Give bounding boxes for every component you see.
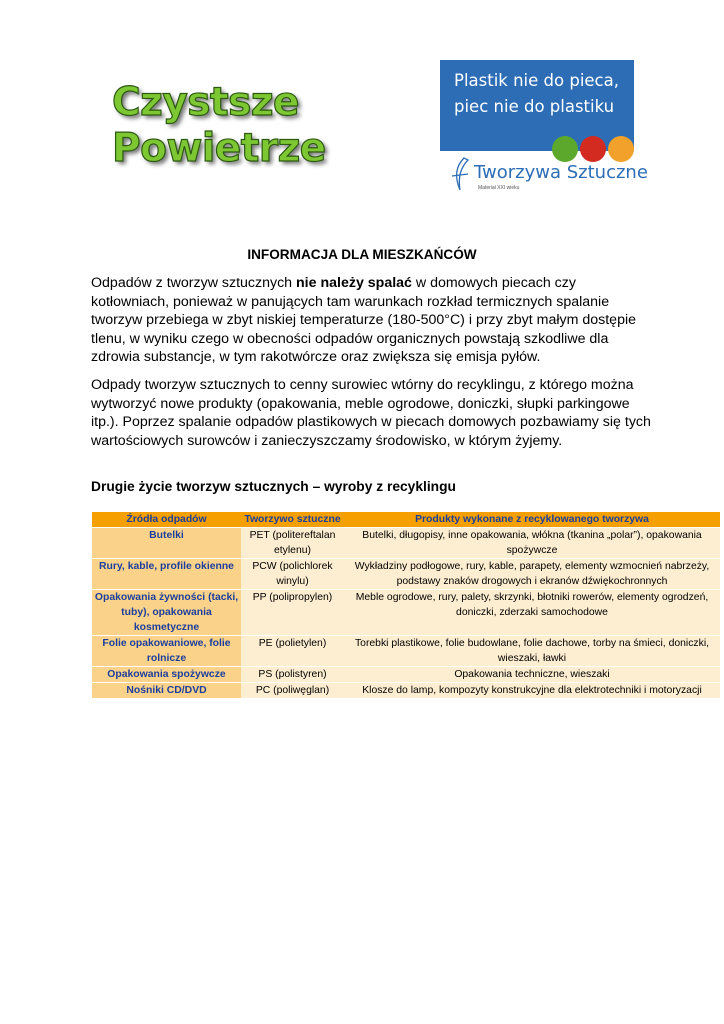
header-material: Tworzywo sztuczne	[241, 512, 344, 528]
orange-dot-icon	[608, 136, 634, 162]
cell-source: Opakowania żywności (tacki, tuby), opakowania kosmetyczne	[92, 590, 241, 636]
cell-products: Meble ogrodowe, rury, palety, skrzynki, błotniki rowerów, elementy ogrodzeń, doniczki, zderzaki samochodowe	[344, 590, 720, 636]
cell-source: Butelki	[92, 528, 241, 559]
cell-material: PET (politereftalan etylenu)	[241, 528, 344, 559]
paragraph-1	[91, 274, 651, 367]
cell-products: Klosze do lamp, kompozyty konstrukcyjne dla elektrotechniki i motoryzacji	[344, 683, 720, 699]
section-heading: Drugie życie tworzyw sztucznych – wyroby z recyklingu	[91, 479, 456, 494]
cell-material: PP (polipropylen)	[241, 590, 344, 636]
red-dot-icon	[580, 136, 606, 162]
cell-material: PCW (polichlorek winylu)	[241, 559, 344, 590]
green-dot-icon	[552, 136, 578, 162]
recycling-table	[92, 512, 720, 698]
page-title: INFORMACJA DLA MIESZKAŃCÓW	[247, 247, 477, 262]
logo-line-1: Czystsze	[112, 80, 299, 125]
paragraph-1-emphasis: nie należy spalać	[296, 275, 412, 291]
cell-products: Wykładziny podłogowe, rury, kable, parapety, elementy wzmocnień nabrzeży, podstawy znaków drogowych i ekranów dźwiękochronnych	[344, 559, 720, 590]
paragraph-2: Odpady tworzyw sztucznych to cenny surowiec wtórny do recyklingu, z którego można wytworzyć nowe produkty (opakowania, meble ogrodowe, doniczki, słupki parkingowe itp.). Poprzez spalanie odpadów plastikowych w piecach domowych pozbawiamy się tych wartościowych surowców i zanieczyszczamy środowisko, w którym żyjemy.	[91, 377, 651, 449]
logo-czystsze-powietrze	[112, 80, 326, 172]
cell-source: Opakowania spożywcze	[92, 667, 241, 683]
header-source: Źródła odpadów	[92, 512, 241, 528]
logo-slogan-line-1: Plastik nie do pieca,	[454, 71, 619, 90]
cell-products: Butelki, długopisy, inne opakowania, włókna (tkanina „polar”), opakowania spożywcze	[344, 528, 720, 559]
table-row	[92, 636, 720, 667]
brand-name: Tworzywa Sztuczne	[474, 162, 648, 183]
cell-material: PE (polietylen)	[241, 636, 344, 667]
cell-products: Torebki plastikowe, folie budowlane, folie dachowe, torby na śmieci, doniczki, wieszaki, ławki	[344, 636, 720, 667]
table-row	[92, 528, 720, 559]
cell-products: Opakowania techniczne, wieszaki	[344, 667, 720, 683]
logo-line-2: Powietrze	[112, 126, 326, 171]
cell-source: Folie opakowaniowe, folie rolnicze	[92, 636, 241, 667]
table-row	[92, 590, 720, 636]
table-row	[92, 667, 720, 683]
logo-slogan-line-2: piec nie do plastiku	[454, 97, 615, 116]
header-products: Produkty wykonane z recyklowanego tworzywa	[344, 512, 720, 528]
tworzywa-mark-icon	[450, 156, 470, 192]
brand-tagline: Materiał XXI wieku	[478, 185, 520, 191]
cell-source: Nośniki CD/DVD	[92, 683, 241, 699]
table-row	[92, 559, 720, 590]
paragraph-1-end: w domowych piecach czy kotłowniach, ponieważ w panujących tam warunkach rozkład termicznych spalanie tworzyw przebiega w zbyt niskiej temperaturze (180-500°C) i przy zbyt małym dostępie tlenu, w wyniku czego w obecności odpadów organicznych powstają szkodliwe dla zdrowia substancje, w tym rakotwórcze oraz zwiększa się emisja pyłów.	[91, 275, 637, 366]
logo-blue-panel	[440, 60, 634, 151]
cell-material: PC (poliwęglan)	[241, 683, 344, 699]
logo-plastik-nie-do-pieca	[440, 60, 648, 198]
cell-source: Rury, kable, profile okienne	[92, 559, 241, 590]
table-row	[92, 683, 720, 699]
cell-material: PS (polistyren)	[241, 667, 344, 683]
table-header-row	[92, 512, 720, 528]
paragraph-1-start: Odpadów z tworzyw sztucznych	[91, 275, 297, 291]
